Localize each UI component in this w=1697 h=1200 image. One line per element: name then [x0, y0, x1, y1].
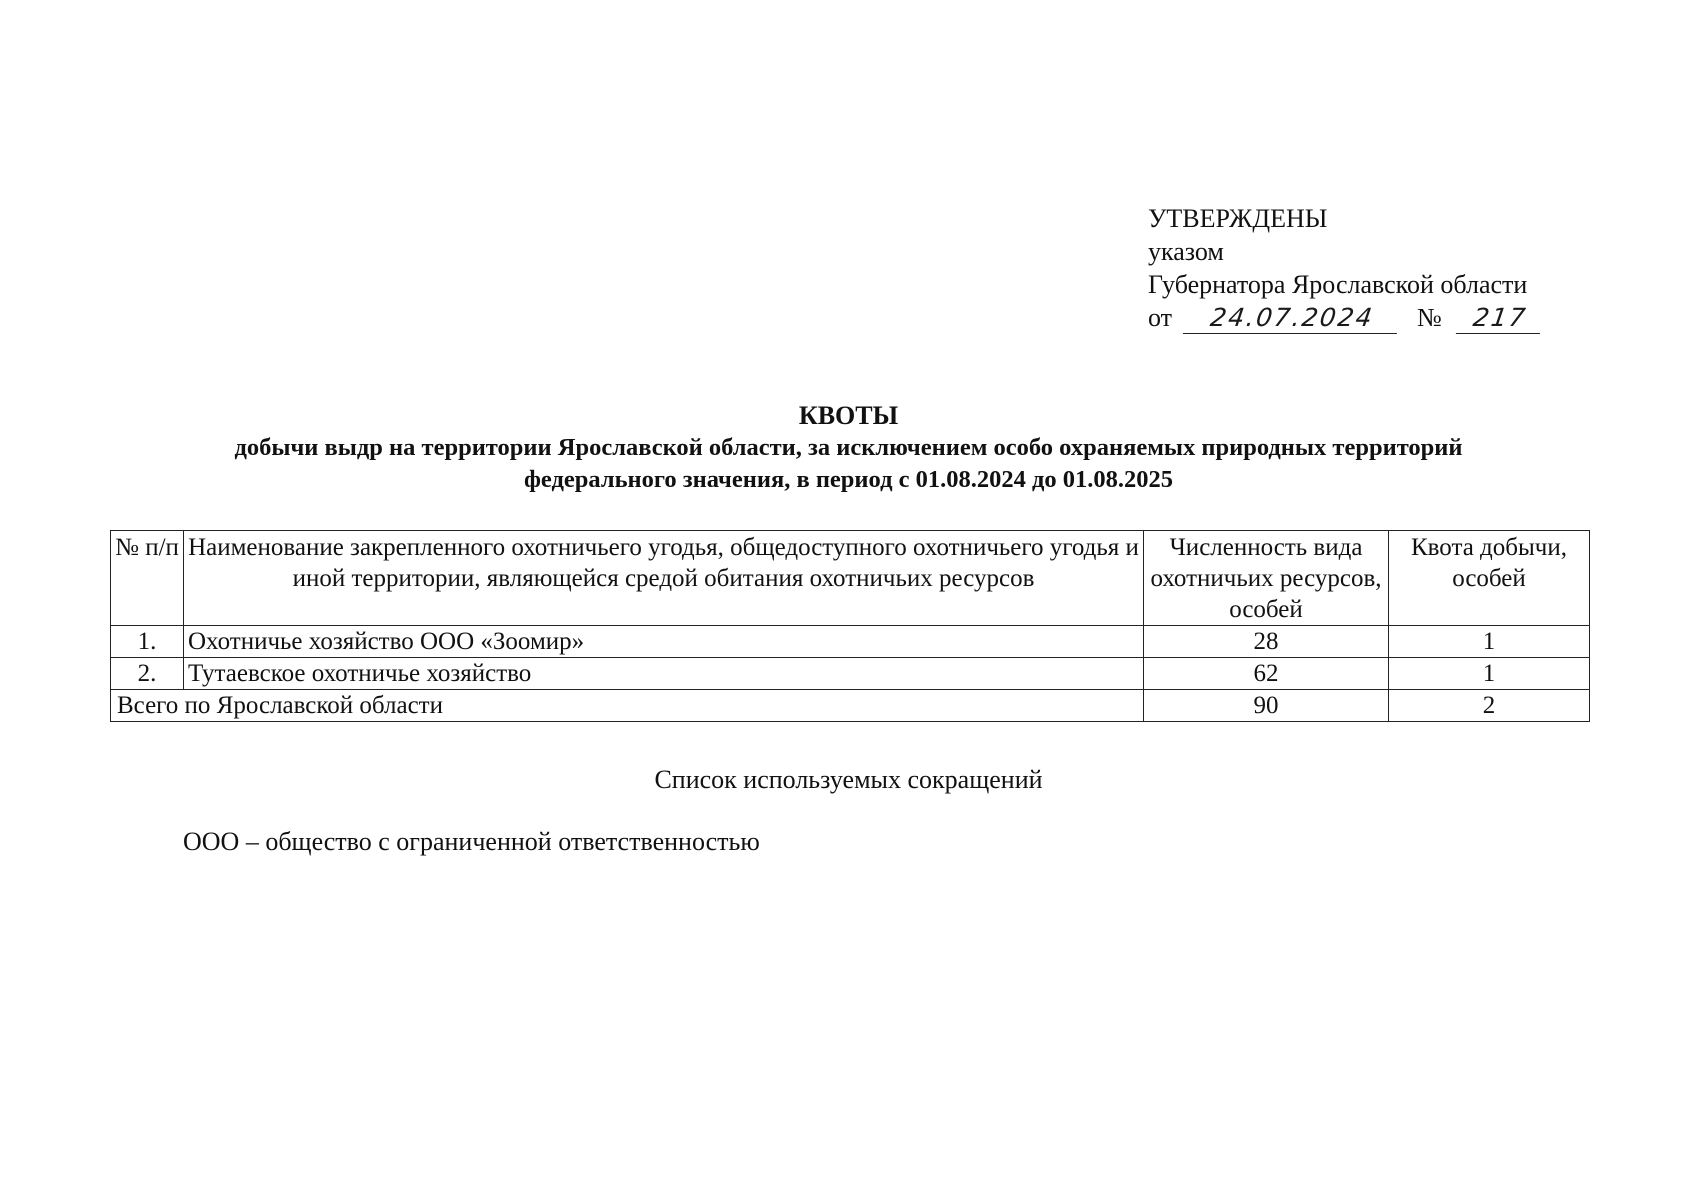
- row-population: 62: [1144, 658, 1389, 690]
- document-subtitle-line1: добычи выдр на территории Ярославской области, за исключением особо охраняемых природных территорий: [234, 434, 1463, 461]
- table-row: [111, 626, 1590, 658]
- row-num: 2.: [111, 658, 184, 690]
- row-quota: 1: [1389, 658, 1590, 690]
- total-label: Всего по Ярославской области: [111, 690, 1144, 722]
- row-quota: 1: [1389, 626, 1590, 658]
- from-label: от: [1148, 303, 1173, 332]
- number-sign: №: [1417, 303, 1442, 332]
- table-header-row: [111, 531, 1590, 626]
- table-row: [111, 658, 1590, 690]
- approval-decree-label: указом: [1148, 237, 1224, 266]
- row-num: 1.: [111, 626, 184, 658]
- document-subtitle-line2: федерального значения, в период с 01.08.2024 до 01.08.2025: [523, 466, 1174, 493]
- table-total-row: [111, 690, 1590, 722]
- row-name: Тутаевское охотничье хозяйство: [184, 658, 1144, 690]
- approval-issuer: Губернатора Ярославской области: [1148, 270, 1528, 299]
- total-quota: 2: [1389, 690, 1590, 722]
- approval-block: [1148, 202, 1542, 334]
- quota-table: [110, 530, 1590, 722]
- header-name: Наименование закрепленного охотничьего угодья, общедоступного охотничьего угодья и иной территории, являющейся средой обитания охотничьих ресурсов: [184, 531, 1144, 626]
- header-quota: Квота добычи, особей: [1389, 531, 1590, 626]
- approval-heading: УТВЕРЖДЕНЫ: [1148, 204, 1328, 233]
- handwritten-date: 24.07.2024: [1182, 303, 1400, 334]
- abbreviation-item: ООО – общество с ограниченной ответственностью: [183, 827, 760, 856]
- document-title-block: [0, 400, 1697, 496]
- header-population: Численность вида охотничьих ресурсов, особей: [1144, 531, 1389, 626]
- header-num: № п/п: [111, 531, 184, 626]
- document-title: КВОТЫ: [798, 401, 899, 430]
- handwritten-number: 217: [1456, 303, 1544, 334]
- row-population: 28: [1144, 626, 1389, 658]
- total-population: 90: [1144, 690, 1389, 722]
- approval-date-number-line: [1148, 301, 1542, 334]
- row-name: Охотничье хозяйство ООО «Зоомир»: [184, 626, 1144, 658]
- abbreviations-title: Список используемых сокращений: [654, 765, 1043, 794]
